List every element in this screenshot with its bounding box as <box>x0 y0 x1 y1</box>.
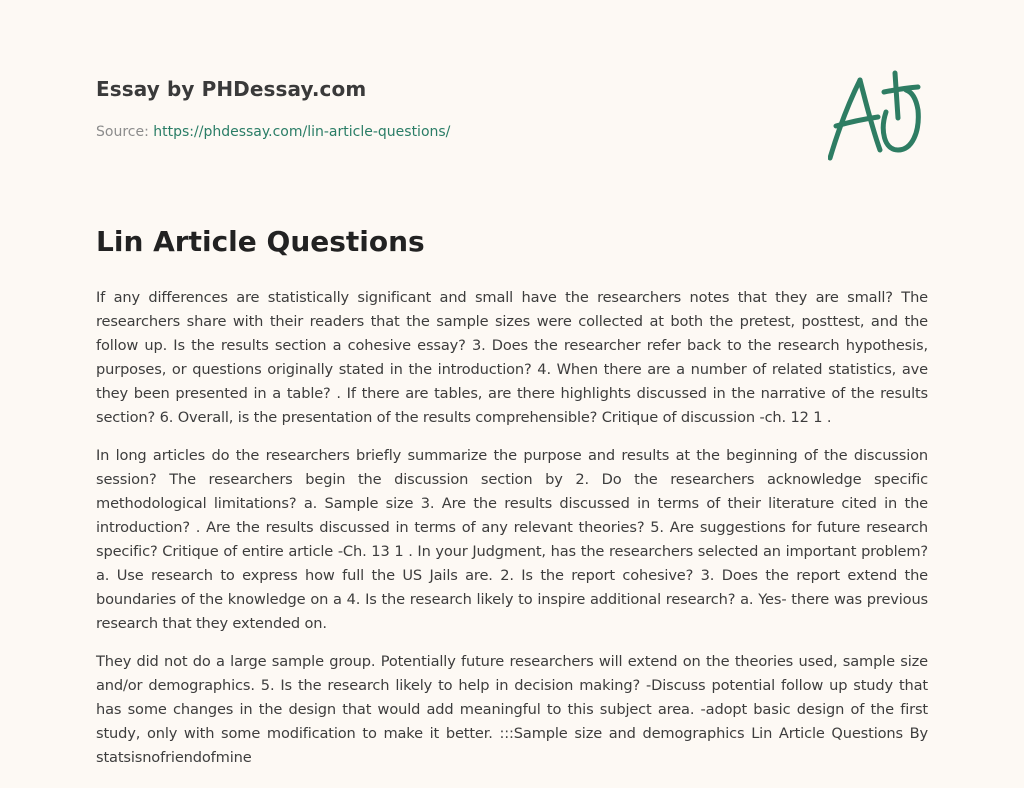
site-brand: Essay by PHDessay.com <box>96 77 367 101</box>
article-paragraph: They did not do a large sample group. Potentially future researchers will extend on the theories used, sample size and/or demographics. 5. Is the research likely to help in decision making? -Discuss potential follow up study that has some changes in the design that would add meaningful to this subject area. -adopt basic design of the first study, only with some modification to make it better. :::Sample size and demographics Lin Article Questions By statsisnofriendofmine <box>96 653 928 766</box>
article-body <box>96 286 928 784</box>
article-paragraph: If any differences are statistically significant and small have the researchers notes that they are small? The researchers share with their readers that the sample sizes were collected at both the pretest, posttest, and the follow up. Is the results section a cohesive essay? 3. Does the researcher refer back to the research hypothesis, purposes, or questions originally stated in the introduction? 4. When there are a number of related statistics, ave they been presented in a table? . If there are tables, are there highlights discussed in the narrative of the results section? 6. Overall, is the presentation of the results comprehensible? Critique of discussion -ch. 12 1 . <box>96 289 928 426</box>
article-paragraph: In long articles do the researchers briefly summarize the purpose and results at the beginning of the discussion session? The researchers begin the discussion section by 2. Do the researchers acknowledge specific methodological limitations? a. Sample size 3. Are the results discussed in terms of their literature cited in the introduction? . Are the results discussed in terms of any relevant theories? 5. Are suggestions for future research specific? Critique of entire article -Ch. 13 1 . In your Judgment, has the researchers selected an important problem? a. Use research to express how full the US Jails are. 2. Is the report cohesive? 3. Does the report extend the boundaries of the knowledge on a 4. Is the research likely to inspire additional research? a. Yes- there was previous research that they extended on. <box>96 447 928 632</box>
article-title: Lin Article Questions <box>96 225 425 258</box>
a-plus-logo-icon <box>828 68 928 164</box>
source-label: Source: <box>96 124 149 140</box>
source-line <box>96 124 450 140</box>
source-link[interactable]: https://phdessay.com/lin-article-questions/ <box>153 124 451 140</box>
